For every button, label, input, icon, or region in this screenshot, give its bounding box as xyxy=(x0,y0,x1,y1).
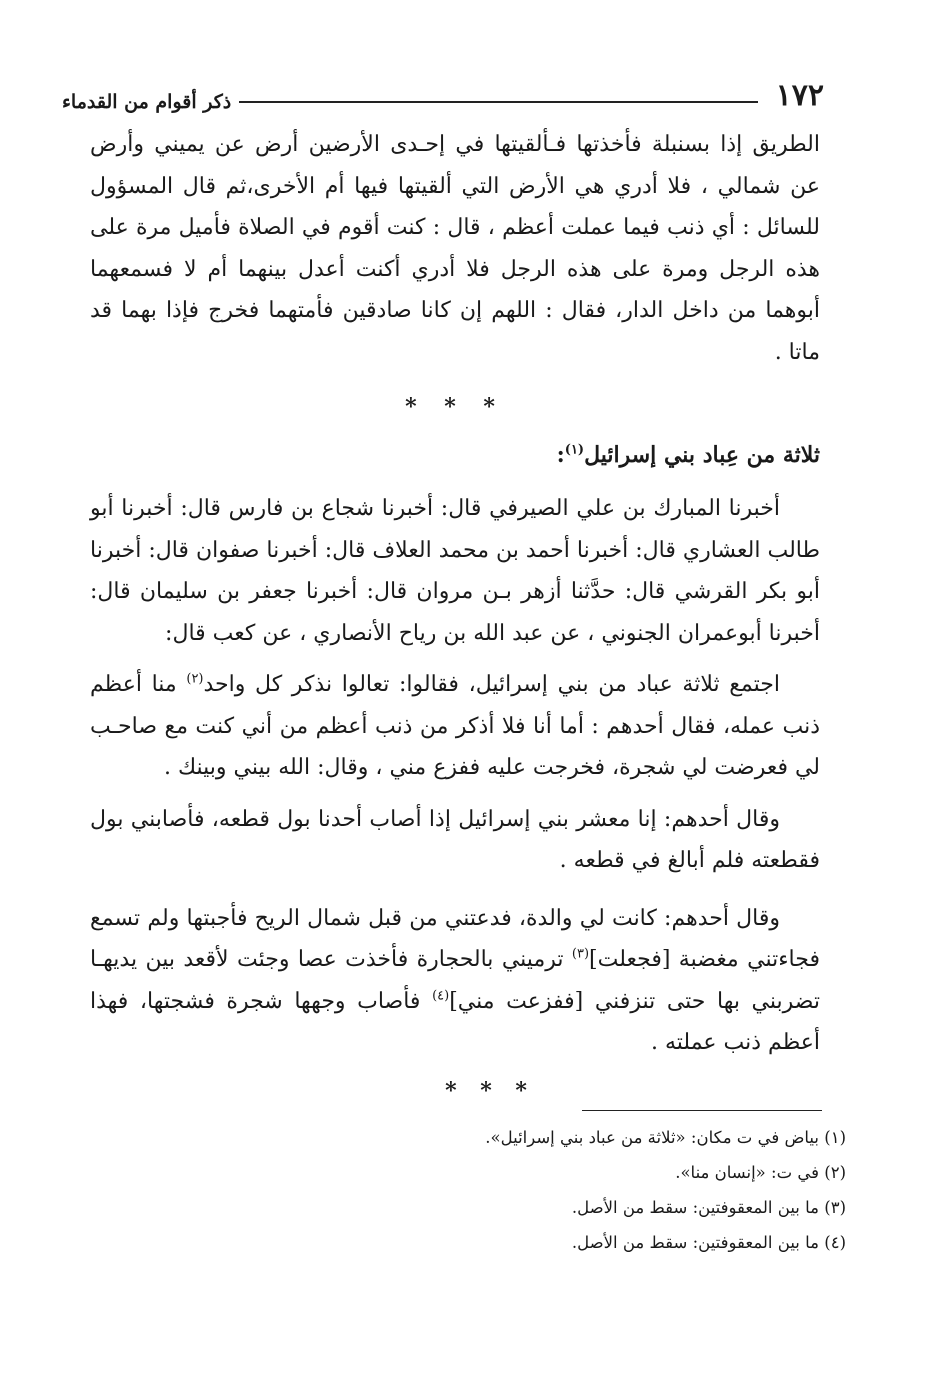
footnote-ref-1[interactable]: (١) xyxy=(564,442,585,458)
footnote-3: (٣) ما بين المعقوفتين: سقط من الأصل. xyxy=(571,1198,846,1217)
paragraph-4: وقال أحدهم: إنا معشر بني إسرائيل إذا أصاب أحدنا بول قطعه، فأصابني بول فقطعته فلم أبالغ في قطعه . xyxy=(90,806,820,873)
section-divider-bottom: * * * xyxy=(445,1078,535,1104)
page-header xyxy=(62,78,824,112)
running-title: ذكر أقوام من القدماء xyxy=(62,91,232,113)
page-number: ١٧٢ xyxy=(775,77,824,113)
paragraph-isnad: أخبرنا المبارك بن علي الصيرفي قال: أخبرنا شجاع بن فارس قال: أخبرنا أبو طالب العشاري قال: أخبرنا أحمد بن محمد العلاف قال: أخبرنا صفوان قال: أخبرنا أبو بكر القرشي قال: حدَّثنا أزهر بـن مروان قال: أخبرنا جعفر بن سليمان قال: أخبرنا أبوعمران الجنوني ، عن عبد الله بن رياح الأنصاري ، عن كعب قال: xyxy=(90,496,820,646)
footnote-1: (١) بياض في ت مكان: «ثلاثة من عباد بني إسرائيل». xyxy=(485,1128,846,1147)
paragraph-5 xyxy=(90,898,820,1064)
section-heading xyxy=(90,435,820,477)
footnote-ref-3[interactable]: (٣) xyxy=(571,946,590,962)
paragraph-5-part-c: فأصاب وجهها شجرة فشجتها، فهذا أعظم ذنب عملته . xyxy=(90,988,820,1055)
paragraph-5-part-a: وقال أحدهم: كانت لي والدة، فدعتني من قبل شمال الريح فأجبتها ولم تسمع فجاءتني مغضبة [فجعلت] xyxy=(90,905,820,972)
main-text xyxy=(90,124,820,1064)
paragraph-3-part-a: اجتمع ثلاثة عباد من بني إسرائيل، فقالوا: تعالوا نذكر كل واحد xyxy=(203,672,780,697)
footnote-ref-4[interactable]: (٤) xyxy=(432,988,450,1004)
section-heading-text: ثلاثة من عِباد بني إسرائيل xyxy=(584,441,820,468)
paragraph-1: الطريق إذا بسنبلة فأخذتها فـألقيتها في إحـدى الأرضين أرض عن يميني وأرض عن شمالي ، فلا أدري هي الأرض التي ألقيتها فيها أم الأخرى،ثم قال المسؤول للسائل : أي ذنب فيما عملت أعظم ، قال : كنت أقوم في الصلاة فأميل مرة على هذه الرجل ومرة على هذه الرجل فلا أدري أكنت أعدل بينهما أم لا فسمعهما أبوهما من داخل الدار، فقال : اللهم إن كانا صادقين فأمتهما فخرج فإذا بهما قد ماتا . xyxy=(90,132,821,365)
footnote-2: (٢) في ت: «إنسان منا». xyxy=(675,1163,846,1182)
header-rule xyxy=(239,101,757,103)
footnote-ref-2[interactable]: (٢) xyxy=(186,671,204,687)
paragraph-5-part-b: ترميني بالحجارة فأخذت عصا وجئت لأقعد بين يديهـا تضربني بها حتى تنزفني [ففزعت مني] xyxy=(90,947,820,1014)
paragraph-3 xyxy=(90,664,820,789)
section-divider: * * * xyxy=(405,394,505,420)
footnote-rule xyxy=(582,1110,822,1111)
footnote-4: (٤) ما بين المعقوفتين: سقط من الأصل. xyxy=(571,1233,846,1252)
paragraph-3-part-b: منا أعظم ذنب عمله، فقال أحدهم : أما أنا فلا أذكر من ذنب أعظم من أني كنت مع صاحـب لي فعرضت لي شجرة، فخرجت عليه ففزع مني ، وقال: الله بيني وبينك . xyxy=(90,672,820,780)
section-heading-colon: : xyxy=(556,441,565,468)
footnotes xyxy=(400,1120,846,1260)
